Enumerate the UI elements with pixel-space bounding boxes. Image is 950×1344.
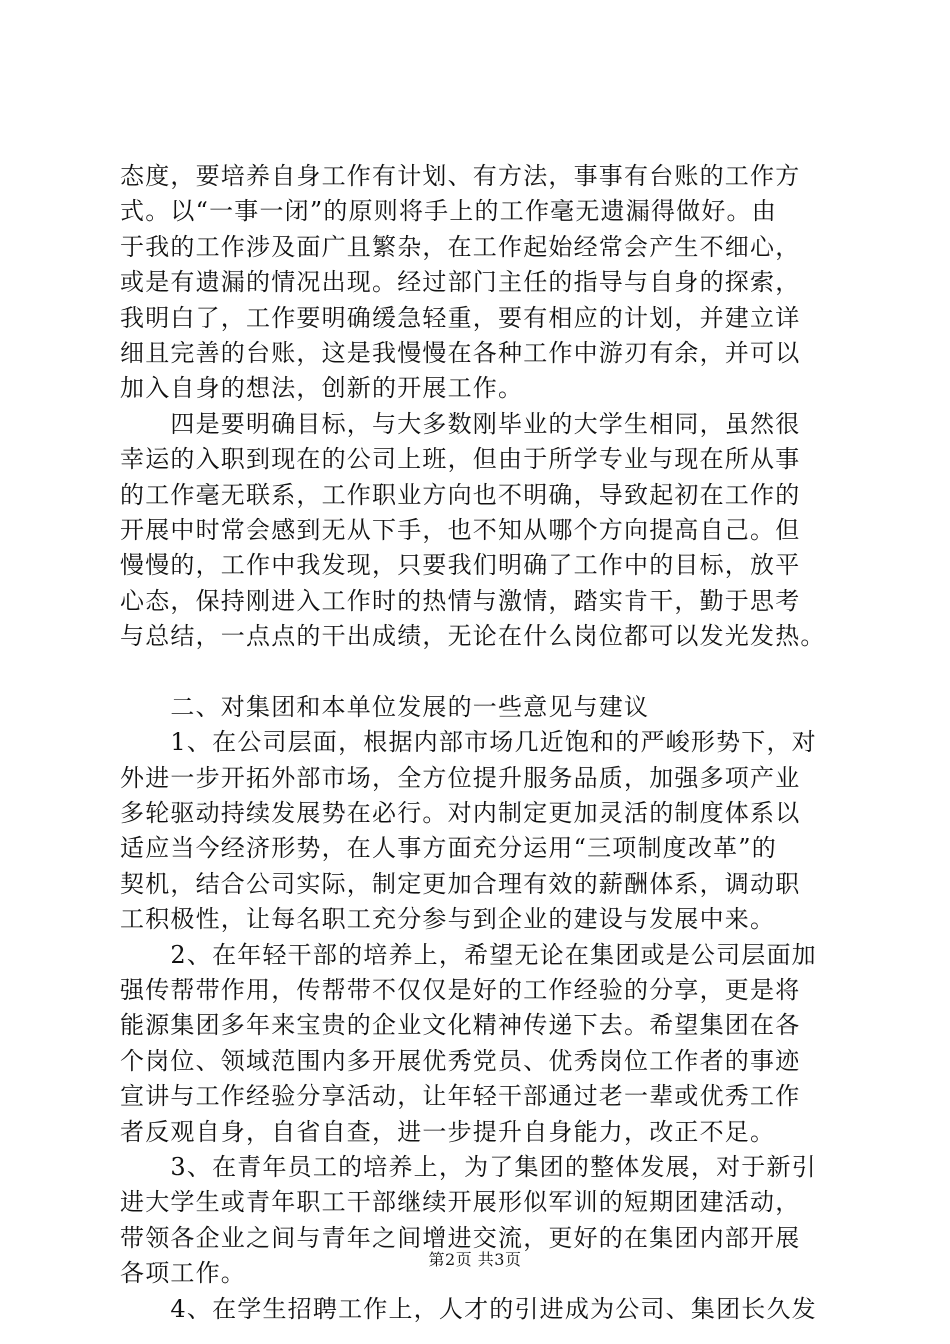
text-line: 进大学生或青年职工干部继续开展形似军训的短期团建活动， xyxy=(120,1188,801,1217)
text-line: 我明白了，工作要明确缓急轻重，要有相应的计划，并建立详 xyxy=(120,303,801,332)
text-line: 式。以“一事一闭”的原则将手上的工作毫无遗漏得做好。由 xyxy=(120,197,777,226)
text-line: 外进一步开拓外部市场，全方位提升服务品质，加强多项产业 xyxy=(120,763,801,792)
text-line: 契机，结合公司实际，制定更加合理有效的薪酬体系，调动职 xyxy=(120,869,801,898)
text-line: 加入自身的想法，创新的开展工作。 xyxy=(120,374,524,403)
text-line: 带领各企业之间与青年之间增进交流，更好的在集团内部开展 xyxy=(120,1223,801,1252)
text-line: 3、在青年员工的培养上，为了集团的整体发展，对于新引 xyxy=(120,1152,817,1181)
text-line: 各项工作。 xyxy=(120,1259,246,1288)
text-line: 4、在学生招聘工作上，人才的引进成为公司、集团长久发 xyxy=(120,1294,817,1323)
text-line: 多轮驱动持续发展势在必行。对内制定更加灵活的制度体系以 xyxy=(120,799,801,828)
blank-line xyxy=(120,654,832,689)
text-line: 宣讲与工作经验分享活动，让年轻干部通过老一辈或优秀工作 xyxy=(120,1082,801,1111)
text-line: 工积极性，让每名职工充分参与到企业的建设与发展中来。 xyxy=(120,905,776,934)
text-line: 二、对集团和本单位发展的一些意见与建议 xyxy=(120,692,650,721)
text-line: 四是要明确目标，与大多数刚毕业的大学生相同，虽然很 xyxy=(120,409,801,438)
text-line: 1、在公司层面，根据内部市场几近饱和的严峻形势下，对 xyxy=(120,728,817,757)
text-line: 强传帮带作用，传帮带不仅仅是好的工作经验的分享，更是将 xyxy=(120,975,801,1004)
text-line: 与总结，一点点的干出成绩，无论在什么岗位都可以发光发热。 xyxy=(120,622,826,651)
text-line: 适应当今经济形势，在人事方面充分运用“三项制度改革”的 xyxy=(120,834,777,863)
text-line: 态度，要培养自身工作有计划、有方法，事事有台账的工作方 xyxy=(120,162,801,190)
text-line: 者反观自身，自省自查，进一步提升自身能力，改正不足。 xyxy=(120,1117,776,1146)
text-line: 心态，保持刚进入工作时的热情与激情，踏实肯干，勤于思考 xyxy=(120,586,801,615)
text-line: 或是有遗漏的情况出现。经过部门主任的指导与自身的探索， xyxy=(120,268,801,297)
text-line: 2、在年轻干部的培养上，希望无论在集团或是公司层面加 xyxy=(120,940,817,969)
page-footer: 第2页 共3页 xyxy=(428,1250,522,1269)
text-line: 个岗位、领域范围内多开展优秀党员、优秀岗位工作者的事迹 xyxy=(120,1046,801,1075)
text-line: 开展中时常会感到无从下手，也不知从哪个方向提高自己。但 xyxy=(120,515,801,544)
text-line: 细且完善的台账，这是我慢慢在各种工作中游刃有余，并可以 xyxy=(120,338,801,367)
text-line: 幸运的入职到现在的公司上班，但由于所学专业与现在所从事 xyxy=(120,445,801,474)
text-line: 慢慢的，工作中我发现，只要我们明确了工作中的目标，放平 xyxy=(120,551,801,580)
text-line: 于我的工作涉及面广且繁杂，在工作起始经常会产生不细心， xyxy=(120,232,801,261)
text-line: 的工作毫无联系，工作职业方向也不明确，导致起初在工作的 xyxy=(120,480,801,509)
text-line: 能源集团多年来宝贵的企业文化精神传递下去。希望集团在各 xyxy=(120,1011,801,1040)
body-text xyxy=(120,159,832,1327)
